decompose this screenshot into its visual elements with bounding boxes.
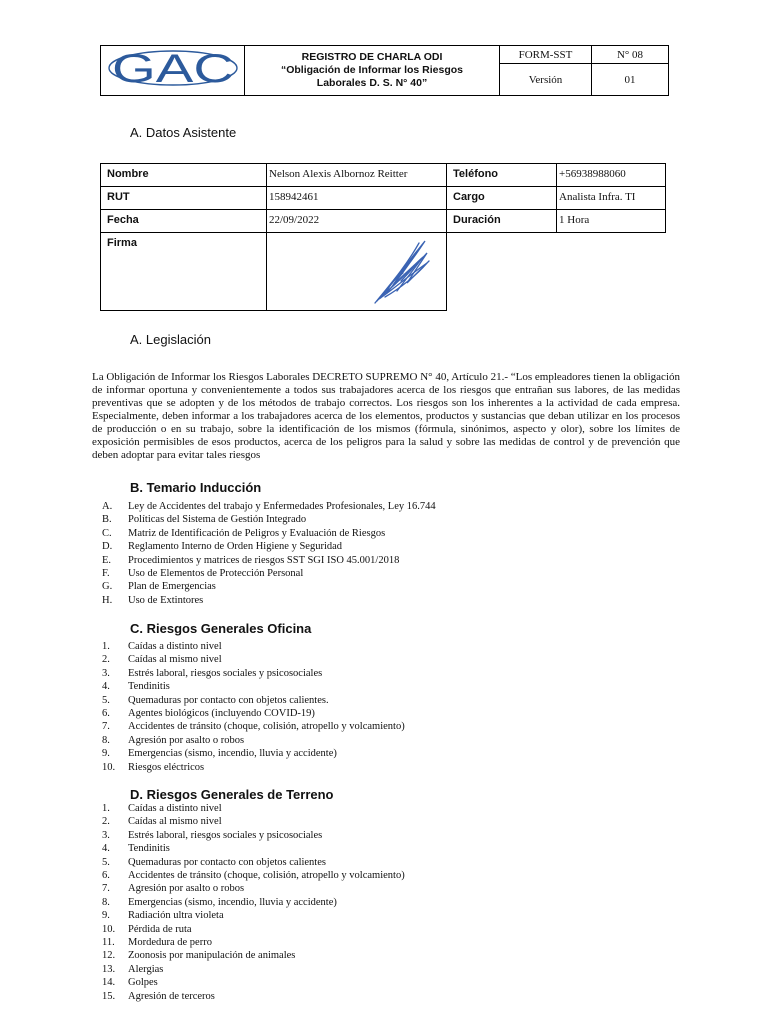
list-item-marker: 1. xyxy=(102,803,110,814)
rut-label: RUT xyxy=(101,187,267,210)
attendee-table xyxy=(100,163,666,311)
list-item-marker: 5. xyxy=(102,856,110,868)
list-item xyxy=(92,963,405,976)
cargo-label: Cargo xyxy=(447,187,557,210)
list-item xyxy=(92,707,405,720)
name-label: Nombre xyxy=(101,164,267,187)
list-item-marker: F. xyxy=(102,568,110,580)
handwritten-signature xyxy=(267,233,447,311)
title-line-1: REGISTRO DE CHARLA ODI xyxy=(301,51,443,63)
list-item-text: Emergencias (sismo, incendio, lluvia y accidente) xyxy=(128,748,337,760)
section-temario-title: B. Temario Inducción xyxy=(130,480,262,495)
list-item-marker: 13. xyxy=(102,963,116,975)
list-item-marker: 3. xyxy=(102,829,110,841)
phone-value: +56938988060 xyxy=(557,164,666,187)
list-item xyxy=(92,594,436,607)
logo-text: GAC xyxy=(111,47,234,90)
rut-value: 158942461 xyxy=(267,187,447,210)
list-item-text: Agentes biológicos (incluyendo COVID-19) xyxy=(128,708,315,720)
list-item xyxy=(92,896,405,909)
list-item xyxy=(92,694,405,707)
section-datos-title: A. Datos Asistente xyxy=(130,125,237,140)
list-item-text: Caídas al mismo nivel xyxy=(128,816,222,828)
legislacion-paragraph: La Obligación de Informar los Riesgos Laborales DECRETO SUPREMO N° 40, Artículo 21.- “Los empleadores tienen la obligación de informar oportuna y convenientemente a todos sus trabajadores acerca de los riesgos que entrañan sus labores, de las medidas preventivas que se adopten y de los métodos de trabajo correctos. Los riesgos son los inherentes a la actividad de cada empresa. Especialmente, deben informar a los trabajadores acerca de los elementos, productos y sustancias que deban utilizar en los procesos de producción o en su trabajo, sobre la identificación de los mismos (fórmula, sinónimos, aspecto y olor), sobre los límites de exposición permisibles de esos productos, acerca de los peligros para la salud y sobre las medidas de control y de prevención que deben adoptar para evitar tales riesgos xyxy=(92,371,680,461)
version-value: 01 xyxy=(592,64,669,96)
list-item xyxy=(92,842,405,855)
list-item-text: Accidentes de tránsito (choque, colisión, atropello y volcamiento) xyxy=(128,721,405,733)
list-item-text: Políticas del Sistema de Gestión Integrado xyxy=(128,514,307,526)
list-item-text: Alergias xyxy=(128,963,164,975)
list-item-text: Reglamento Interno de Orden Higiene y Seguridad xyxy=(128,541,343,553)
list-item-text: Riesgos eléctricos xyxy=(128,761,205,773)
list-item-text: Caídas a distinto nivel xyxy=(128,641,222,652)
list-item-marker: 6. xyxy=(102,708,110,720)
oficina-list xyxy=(92,640,405,774)
company-logo xyxy=(103,46,243,90)
list-item-marker: 8. xyxy=(102,896,110,908)
list-item-marker: C. xyxy=(102,527,112,539)
cargo-value: Analista Infra. TI xyxy=(557,187,666,210)
list-item-marker: 15. xyxy=(102,990,116,1002)
list-item-marker: 4. xyxy=(102,681,110,693)
firma-label: Firma xyxy=(101,233,267,311)
list-item xyxy=(92,829,405,842)
list-item xyxy=(92,936,405,949)
list-item-marker: 14. xyxy=(102,977,116,989)
fecha-value: 22/09/2022 xyxy=(267,210,447,233)
list-item-marker: H. xyxy=(102,594,113,606)
list-item-marker: 8. xyxy=(102,734,110,746)
list-item-text: Uso de Elementos de Protección Personal xyxy=(128,568,304,580)
list-item xyxy=(92,976,405,989)
list-item-text: Estrés laboral, riesgos sociales y psicosociales xyxy=(128,829,323,841)
list-item xyxy=(92,667,405,680)
list-item-text: Radiación ultra violeta xyxy=(128,910,224,922)
list-item xyxy=(92,882,405,895)
list-item-text: Tendinitis xyxy=(128,843,170,855)
list-item-text: Agresión por asalto o robos xyxy=(128,734,245,746)
list-item xyxy=(92,909,405,922)
title-line-2: “Obligación de Informar los Riesgos xyxy=(280,64,464,76)
form-number: N° 08 xyxy=(592,46,669,64)
list-item xyxy=(92,815,405,828)
list-item xyxy=(92,856,405,869)
list-item-marker: 9. xyxy=(102,910,110,922)
list-item xyxy=(92,923,405,936)
duracion-value: 1 Hora xyxy=(557,210,666,233)
list-item-text: Procedimientos y matrices de riesgos SST SGI ISO 45.001/2018 xyxy=(128,554,400,566)
list-item-marker: D. xyxy=(102,541,113,553)
list-item-marker: 10. xyxy=(102,761,116,773)
list-item-marker: 4. xyxy=(102,843,110,855)
list-item-text: Ley de Accidentes del trabajo y Enfermedades Profesionales, Ley 16.744 xyxy=(128,501,436,512)
document-title xyxy=(245,46,500,96)
list-item-text: Golpes xyxy=(128,977,158,989)
list-item-marker: 12. xyxy=(102,950,116,962)
list-item xyxy=(92,734,405,747)
phone-label: Teléfono xyxy=(447,164,557,187)
list-item-text: Pérdida de ruta xyxy=(128,923,192,935)
list-item-marker: 2. xyxy=(102,654,110,666)
list-item xyxy=(92,513,436,526)
list-item xyxy=(92,567,436,580)
list-item xyxy=(92,869,405,882)
list-item-marker: E. xyxy=(102,554,112,566)
list-item-text: Quemaduras por contacto con objetos calientes xyxy=(128,856,326,868)
section-oficina-title: C. Riesgos Generales Oficina xyxy=(130,621,312,636)
list-item xyxy=(92,680,405,693)
list-item-marker: 11. xyxy=(102,937,115,949)
list-item xyxy=(92,949,405,962)
section-legislacion-title: A. Legislación xyxy=(130,332,211,347)
list-item-text: Caídas al mismo nivel xyxy=(128,654,222,666)
list-item-text: Quemaduras por contacto con objetos calientes. xyxy=(128,694,329,706)
list-item xyxy=(92,554,436,567)
list-item xyxy=(92,761,405,774)
list-item-text: Matriz de Identificación de Peligros y Evaluación de Riesgos xyxy=(128,527,386,539)
list-item xyxy=(92,500,436,513)
list-item-marker: B. xyxy=(102,514,112,526)
list-item-text: Tendinitis xyxy=(128,681,170,693)
fecha-label: Fecha xyxy=(101,210,267,233)
list-item-marker: 5. xyxy=(102,694,110,706)
list-item xyxy=(92,640,405,653)
list-item xyxy=(92,527,436,540)
form-code: FORM-SST xyxy=(500,46,592,64)
document-header xyxy=(100,45,669,96)
list-item xyxy=(92,747,405,760)
list-item-marker: 10. xyxy=(102,923,116,935)
list-item-text: Zoonosis por manipulación de animales xyxy=(128,950,296,962)
terreno-list xyxy=(92,802,405,1003)
list-item-text: Agresión por asalto o robos xyxy=(128,883,245,895)
list-item xyxy=(92,653,405,666)
list-item-marker: G. xyxy=(102,581,113,593)
list-item-text: Caídas a distinto nivel xyxy=(128,803,222,814)
list-item-marker: 6. xyxy=(102,870,110,882)
list-item-text: Agresión de terceros xyxy=(128,990,215,1002)
list-item-marker: 2. xyxy=(102,816,110,828)
list-item-text: Estrés laboral, riesgos sociales y psicosociales xyxy=(128,667,323,679)
title-line-3: Laborales D. S. N° 40” xyxy=(316,77,428,89)
list-item-marker: 9. xyxy=(102,748,110,760)
list-item xyxy=(92,990,405,1003)
list-item-text: Uso de Extintores xyxy=(128,594,204,606)
list-item xyxy=(92,720,405,733)
list-item-text: Plan de Emergencias xyxy=(128,581,216,593)
list-item-text: Mordedura de perro xyxy=(128,937,212,949)
section-terreno-title: D. Riesgos Generales de Terreno xyxy=(130,787,334,802)
list-item-marker: 7. xyxy=(102,721,110,733)
logo-cell xyxy=(101,46,245,96)
list-item xyxy=(92,580,436,593)
list-item-marker: 3. xyxy=(102,667,110,679)
duracion-label: Duración xyxy=(447,210,557,233)
list-item-text: Emergencias (sismo, incendio, lluvia y accidente) xyxy=(128,896,337,908)
list-item-marker: A. xyxy=(102,501,113,512)
list-item xyxy=(92,802,405,815)
temario-list xyxy=(92,500,436,607)
list-item-marker: 7. xyxy=(102,883,110,895)
list-item xyxy=(92,540,436,553)
list-item-text: Accidentes de tránsito (choque, colisión, atropello y volcamiento) xyxy=(128,870,405,882)
version-label: Versión xyxy=(500,64,592,96)
signature-box xyxy=(267,233,447,311)
list-item-marker: 1. xyxy=(102,641,110,652)
name-value: Nelson Alexis Albornoz Reitter xyxy=(267,164,447,187)
